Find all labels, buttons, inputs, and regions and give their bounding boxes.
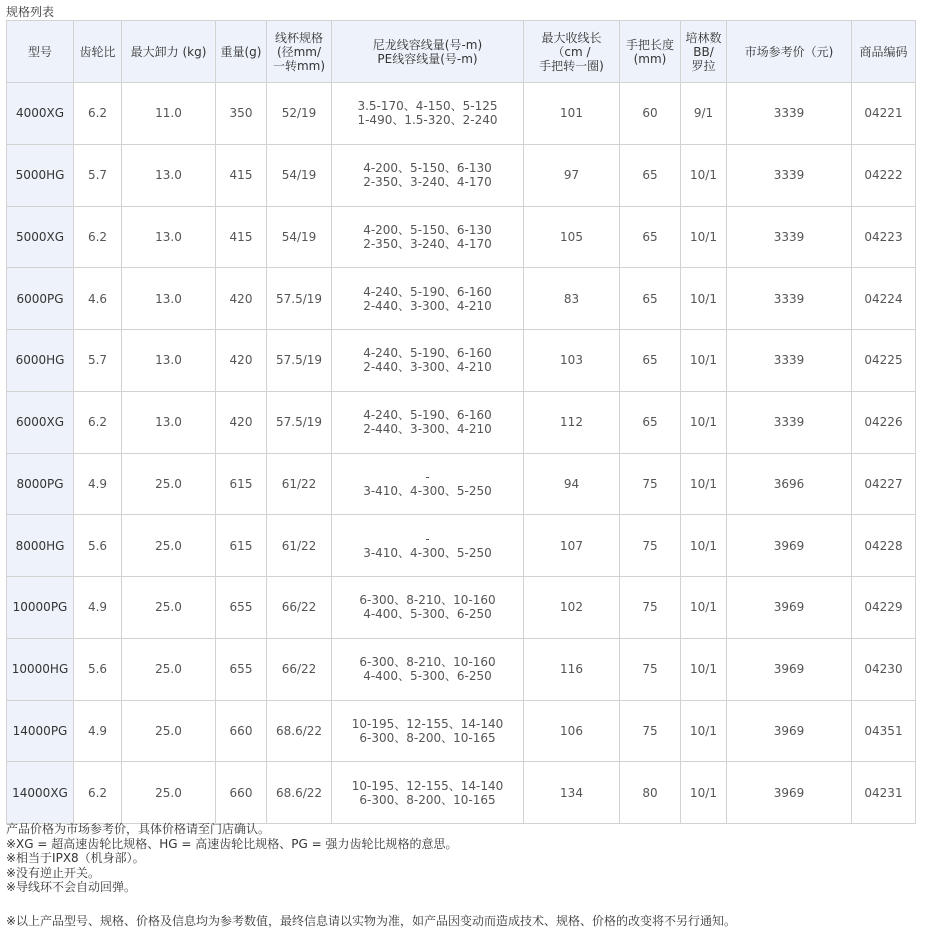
cell-bearings: 10/1 [681,638,727,700]
cell-model: 10000PG [7,577,74,639]
note-line: ※相当于IPX8（机身部）。 [6,851,145,865]
cell-price: 3696 [727,453,852,515]
cell-bearings: 10/1 [681,577,727,639]
cell-handle-length: 75 [620,515,681,577]
cell-model: 10000HG [7,638,74,700]
cell-line-capacity [332,700,524,762]
cell-weight: 420 [216,330,267,392]
cell-weight: 415 [216,144,267,206]
pe-capacity: 2-440、3-300、4-210 [363,298,492,313]
cell-weight: 420 [216,268,267,330]
cell-max-drag: 13.0 [122,144,216,206]
cell-price: 3339 [727,83,852,145]
table-row [7,638,916,700]
cell-weight: 415 [216,206,267,268]
cell-max-retrieve: 105 [524,206,620,268]
header-weight: 重量(g) [216,21,267,83]
cell-spool: 54/19 [267,206,332,268]
spec-table-body [7,83,916,824]
pe-capacity: 2-440、3-300、4-210 [363,422,492,437]
table-row [7,762,916,824]
cell-price: 3969 [727,762,852,824]
cell-spool: 54/19 [267,144,332,206]
cell-handle-length: 65 [620,330,681,392]
cell-gear-ratio: 5.6 [74,515,122,577]
pe-capacity: 1-490、1.5-320、2-240 [357,113,498,128]
table-row [7,577,916,639]
cell-gear-ratio: 6.2 [74,206,122,268]
cell-max-retrieve: 97 [524,144,620,206]
header-handle-length: 手把长度 (mm) [620,21,681,83]
header-max-retrieve: 最大收线长 （cm / 手把转一圈) [524,21,620,83]
nylon-capacity: 4-200、5-150、6-130 [363,161,492,176]
cell-gear-ratio: 6.2 [74,391,122,453]
cell-max-drag: 25.0 [122,700,216,762]
header-price: 市场参考价（元) [727,21,852,83]
cell-weight: 350 [216,83,267,145]
cell-price: 3969 [727,638,852,700]
cell-product-code: 04225 [852,330,916,392]
cell-max-retrieve: 103 [524,330,620,392]
cell-model: 8000PG [7,453,74,515]
cell-handle-length: 65 [620,391,681,453]
cell-model: 6000PG [7,268,74,330]
cell-max-retrieve: 94 [524,453,620,515]
cell-spool: 66/22 [267,638,332,700]
header-model: 型号 [7,21,74,83]
cell-bearings: 10/1 [681,700,727,762]
header-product-code: 商品编码 [852,21,916,83]
cell-max-drag: 13.0 [122,391,216,453]
cell-handle-length: 75 [620,638,681,700]
cell-bearings: 10/1 [681,515,727,577]
cell-price: 3969 [727,577,852,639]
cell-max-drag: 13.0 [122,268,216,330]
cell-max-drag: 25.0 [122,577,216,639]
cell-spool: 61/22 [267,453,332,515]
cell-line-capacity [332,144,524,206]
cell-model: 14000XG [7,762,74,824]
pe-capacity: 4-400、5-300、6-250 [363,607,492,622]
nylon-capacity: - [425,531,430,546]
cell-model: 8000HG [7,515,74,577]
nylon-capacity: 4-240、5-190、6-160 [363,346,492,361]
cell-bearings: 10/1 [681,206,727,268]
table-row [7,268,916,330]
table-row [7,391,916,453]
nylon-capacity: 6-300、8-210、10-160 [359,593,496,608]
page-title: 规格列表 [6,5,55,19]
cell-model: 4000XG [7,83,74,145]
cell-price: 3339 [727,268,852,330]
cell-gear-ratio: 6.2 [74,83,122,145]
nylon-capacity: 6-300、8-210、10-160 [359,655,496,670]
cell-bearings: 9/1 [681,83,727,145]
cell-product-code: 04230 [852,638,916,700]
cell-max-drag: 25.0 [122,762,216,824]
cell-product-code: 04351 [852,700,916,762]
cell-weight: 615 [216,453,267,515]
cell-line-capacity [332,330,524,392]
cell-price: 3969 [727,515,852,577]
nylon-capacity: - [425,469,430,484]
cell-product-code: 04222 [852,144,916,206]
cell-model: 6000XG [7,391,74,453]
cell-max-retrieve: 107 [524,515,620,577]
cell-spool: 61/22 [267,515,332,577]
disclaimer: ※以上产品型号、规格、价格及信息均为参考数值，最终信息请以实物为准，如产品因变动而造成技术、规格、价格的改变将不另行通知。 [6,914,737,928]
cell-price: 3339 [727,330,852,392]
pe-capacity: 4-400、5-300、6-250 [363,669,492,684]
cell-line-capacity [332,83,524,145]
note-line: ※没有逆止开关。 [6,865,101,880]
cell-model: 5000HG [7,144,74,206]
cell-gear-ratio: 5.7 [74,330,122,392]
header-line-capacity: 尼龙线容线量(号-m) PE线容线量(号-m) [332,21,524,83]
cell-price: 3969 [727,700,852,762]
table-row [7,206,916,268]
cell-bearings: 10/1 [681,453,727,515]
header-max-drag: 最大卸力 (kg) [122,21,216,83]
cell-max-drag: 11.0 [122,83,216,145]
cell-spool: 68.6/22 [267,762,332,824]
table-row [7,330,916,392]
cell-bearings: 10/1 [681,330,727,392]
cell-handle-length: 65 [620,206,681,268]
cell-weight: 660 [216,700,267,762]
cell-max-retrieve: 116 [524,638,620,700]
header-bearings: 培林数 BB/ 罗拉 [681,21,727,83]
cell-spool: 52/19 [267,83,332,145]
cell-gear-ratio: 5.7 [74,144,122,206]
cell-product-code: 04223 [852,206,916,268]
cell-spool: 57.5/19 [267,268,332,330]
cell-model: 14000PG [7,700,74,762]
cell-weight: 615 [216,515,267,577]
nylon-capacity: 10-195、12-155、14-140 [351,716,504,731]
pe-capacity: 3-410、4-300、5-250 [363,483,492,498]
cell-max-retrieve: 106 [524,700,620,762]
cell-gear-ratio: 5.6 [74,638,122,700]
cell-gear-ratio: 4.6 [74,268,122,330]
cell-product-code: 04228 [852,515,916,577]
cell-line-capacity [332,453,524,515]
cell-product-code: 04224 [852,268,916,330]
note-line: ※导线环不会自动回弹。 [6,880,137,894]
header-gear-ratio: 齿轮比 [74,21,122,83]
cell-line-capacity [332,268,524,330]
cell-product-code: 04226 [852,391,916,453]
table-row [7,144,916,206]
cell-line-capacity [332,206,524,268]
spec-table [6,20,916,824]
cell-max-retrieve: 101 [524,83,620,145]
cell-weight: 655 [216,577,267,639]
cell-gear-ratio: 4.9 [74,577,122,639]
cell-max-retrieve: 102 [524,577,620,639]
cell-max-drag: 13.0 [122,330,216,392]
table-row [7,83,916,145]
pe-capacity: 2-350、3-240、4-170 [363,175,492,190]
table-row [7,453,916,515]
nylon-capacity: 10-195、12-155、14-140 [351,778,504,793]
cell-gear-ratio: 4.9 [74,700,122,762]
cell-max-drag: 25.0 [122,453,216,515]
cell-max-drag: 25.0 [122,638,216,700]
cell-handle-length: 75 [620,453,681,515]
cell-bearings: 10/1 [681,144,727,206]
cell-spool: 66/22 [267,577,332,639]
cell-handle-length: 60 [620,83,681,145]
cell-line-capacity [332,638,524,700]
cell-model: 5000XG [7,206,74,268]
nylon-capacity: 4-200、5-150、6-130 [363,222,492,237]
nylon-capacity: 4-240、5-190、6-160 [363,408,492,423]
cell-bearings: 10/1 [681,268,727,330]
cell-bearings: 10/1 [681,762,727,824]
cell-spool: 57.5/19 [267,391,332,453]
cell-weight: 420 [216,391,267,453]
cell-max-drag: 13.0 [122,206,216,268]
cell-product-code: 04231 [852,762,916,824]
cell-max-retrieve: 134 [524,762,620,824]
header-spool: 线杯规格 (径mm/ 一转mm) [267,21,332,83]
pe-capacity: 6-300、8-200、10-165 [359,730,496,745]
cell-price: 3339 [727,391,852,453]
cell-gear-ratio: 6.2 [74,762,122,824]
cell-handle-length: 75 [620,577,681,639]
cell-spool: 68.6/22 [267,700,332,762]
cell-product-code: 04227 [852,453,916,515]
cell-handle-length: 65 [620,268,681,330]
cell-handle-length: 75 [620,700,681,762]
cell-handle-length: 80 [620,762,681,824]
cell-line-capacity [332,391,524,453]
pe-capacity: 6-300、8-200、10-165 [359,792,496,807]
table-row [7,700,916,762]
nylon-capacity: 4-240、5-190、6-160 [363,284,492,299]
nylon-capacity: 3.5-170、4-150、5-125 [357,99,498,114]
cell-gear-ratio: 4.9 [74,453,122,515]
cell-product-code: 04229 [852,577,916,639]
note-line: ※XG = 超高速齿轮比规格、HG = 高速齿轮比规格、PG = 强力齿轮比规格的意思。 [6,836,458,851]
table-row [7,515,916,577]
note-line: 产品价格为市场参考价，具体价格请至门店确认。 [6,822,271,836]
cell-max-retrieve: 112 [524,391,620,453]
cell-line-capacity [332,515,524,577]
cell-model: 6000HG [7,330,74,392]
cell-max-retrieve: 83 [524,268,620,330]
pe-capacity: 2-440、3-300、4-210 [363,360,492,375]
cell-bearings: 10/1 [681,391,727,453]
cell-price: 3339 [727,206,852,268]
cell-line-capacity [332,577,524,639]
header-row [7,21,916,83]
cell-spool: 57.5/19 [267,330,332,392]
pe-capacity: 2-350、3-240、4-170 [363,236,492,251]
cell-product-code: 04221 [852,83,916,145]
cell-handle-length: 65 [620,144,681,206]
cell-max-drag: 25.0 [122,515,216,577]
pe-capacity: 3-410、4-300、5-250 [363,545,492,560]
cell-weight: 655 [216,638,267,700]
cell-line-capacity [332,762,524,824]
notes [6,822,458,895]
cell-price: 3339 [727,144,852,206]
cell-weight: 660 [216,762,267,824]
